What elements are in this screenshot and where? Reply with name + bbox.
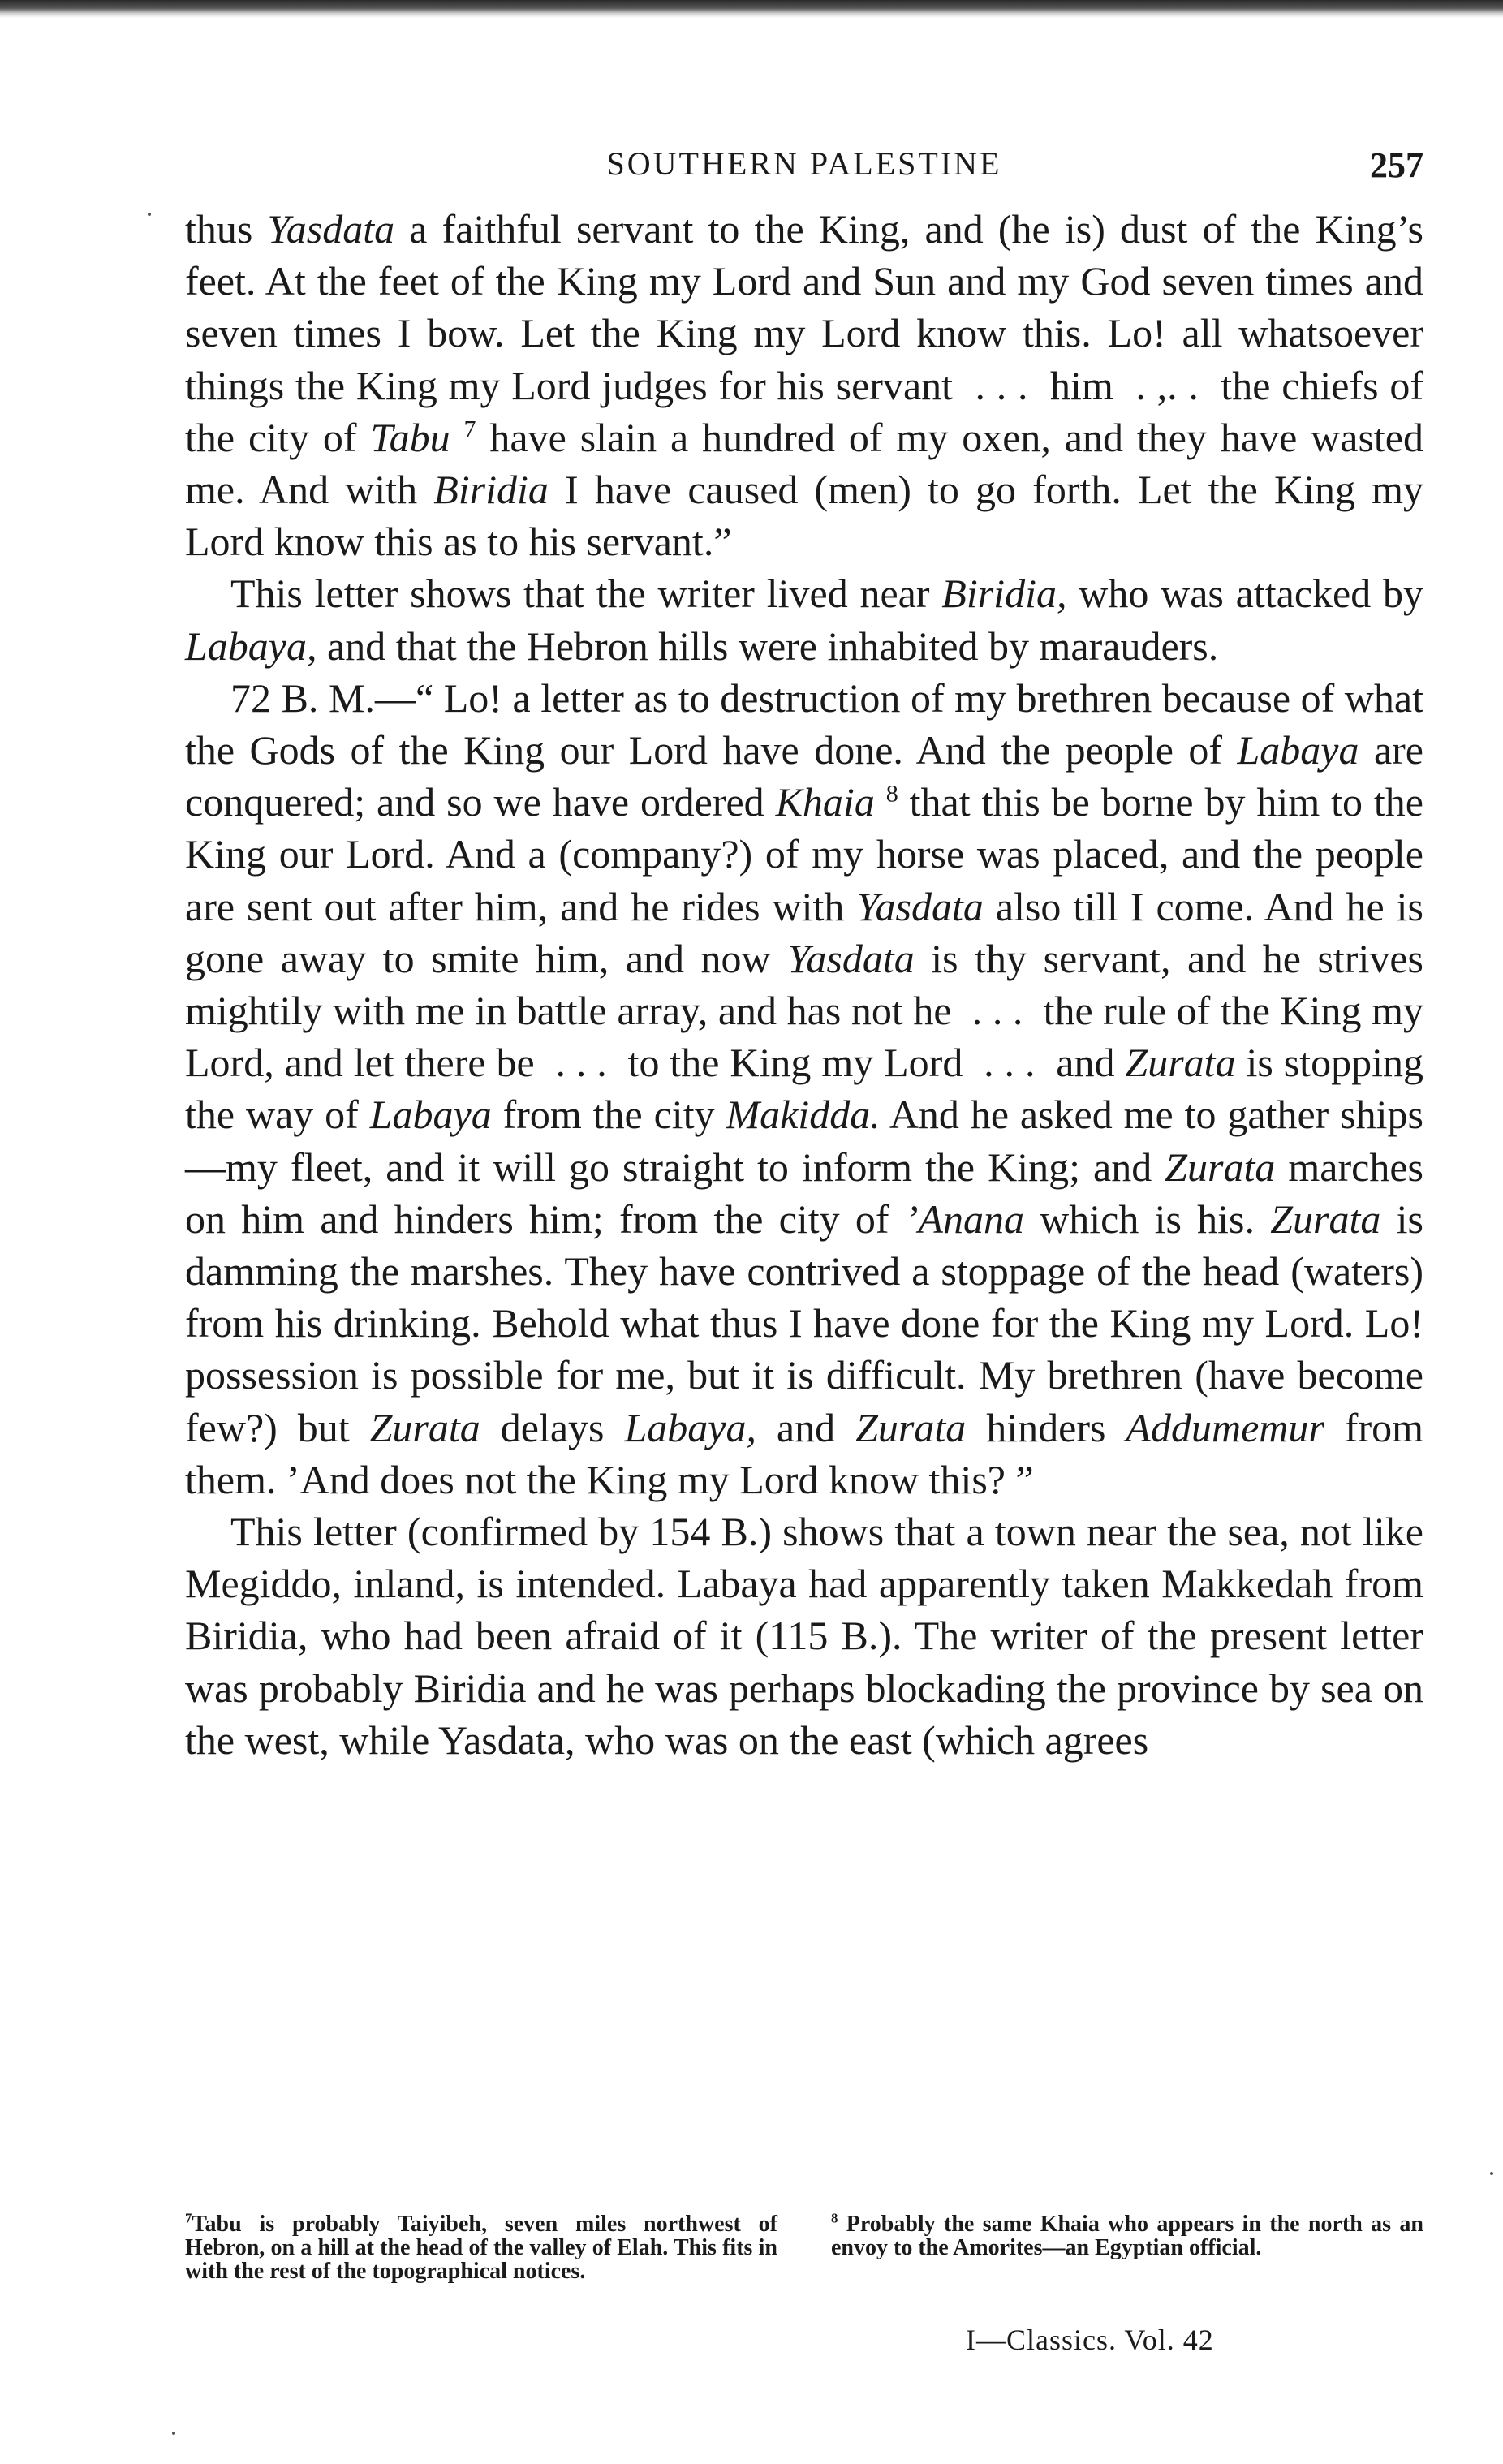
body-text	[185, 203, 1423, 1766]
scan-speck	[148, 213, 151, 216]
paragraph-commentary-1: This letter shows that the writer lived near Biridia, who was attacked by Labaya, and that the Hebron hills were inhabited by marauders.	[185, 571, 1423, 669]
paragraph-commentary-2: This letter (confirmed by 154 B.) shows that a town near the sea, not like Megiddo, inland, is intended. Labaya had apparently taken Makkedah from Biridia, who had been afraid of it (115 B.). The writer of the present letter was probably Biridia and he was perhaps blockading the province by sea on the west, while Yasdata, who was on the east (which agrees	[185, 1509, 1423, 1763]
scan-speck	[172, 2432, 175, 2435]
page-number: 257	[1370, 145, 1423, 185]
running-title: SOUTHERN PALESTINE	[606, 145, 1002, 182]
footnote-7: $^7$Tabu is probably Taiyibeh, seven miles northwest of Hebron, on a hill at the head of the valley of Elah. This fits in with the rest of the topographical notices.	[185, 2210, 777, 2284]
paragraph-letter-72: 72 B. M.—“ Lo! a letter as to destruction of my brethren because of what the Gods of the King our Lord have done. And the people of Labaya are conquered; and so we have ordered Khaia $^8$ that this be borne by him to the King our Lord. And a (company?) of my horse was placed, and the people are sent out after him, and he rides with Yasdata also till I come. And he is gone away to smite him, and now Yasdata is thy servant, and he strives mightily with me in battle array, and has not he . . . the rule of the King my Lord, and let there be . . . to the King my Lord . . . and Zurata is stopping the way of Labaya from the city Makidda. And he asked me to gather ships—my fleet, and it will go straight to inform the King; and Zurata marches on him and hinders him; from the city of ’Anana which is his. Zurata is damming the marshes. They have contrived a stoppage of the head (waters) from his drinking. Behold what thus I have done for the King my Lord. Lo! possession is possible for me, but it is difficult. My brethren (have become few?) but Zurata delays Labaya, and Zurata hinders Addumemur from them. ’And does not the King my Lord know this? ”	[185, 674, 1424, 1502]
paragraph-letter-continuation: thus Yasdata a faithful servant to the King, and (he is) dust of the King’s feet. At the feet of the King my Lord and Sun and my God seven times and seven times I bow. Let the King my Lord know this. Lo! all whatsoever things the King my Lord judges for his servant . . . him . ,. . the chiefs of the city of Tabu $^7$ have slain a hundred of my oxen, and they have wasted me. And with Biridia I have caused (men) to go forth. Let the King my Lord know this as to his servant.”	[185, 206, 1424, 565]
scan-border	[0, 0, 1503, 18]
running-head	[185, 138, 1423, 195]
scan-speck	[1490, 2172, 1493, 2175]
footnotes	[185, 2212, 1423, 2283]
footnote-8: $^8$ Probably the same Khaia who appears in the north as an envoy to the Amorites—an Egyptian official.	[831, 2210, 1423, 2260]
signature-line: I—Classics. Vol. 42	[966, 2324, 1214, 2356]
book-page	[185, 138, 1423, 1766]
